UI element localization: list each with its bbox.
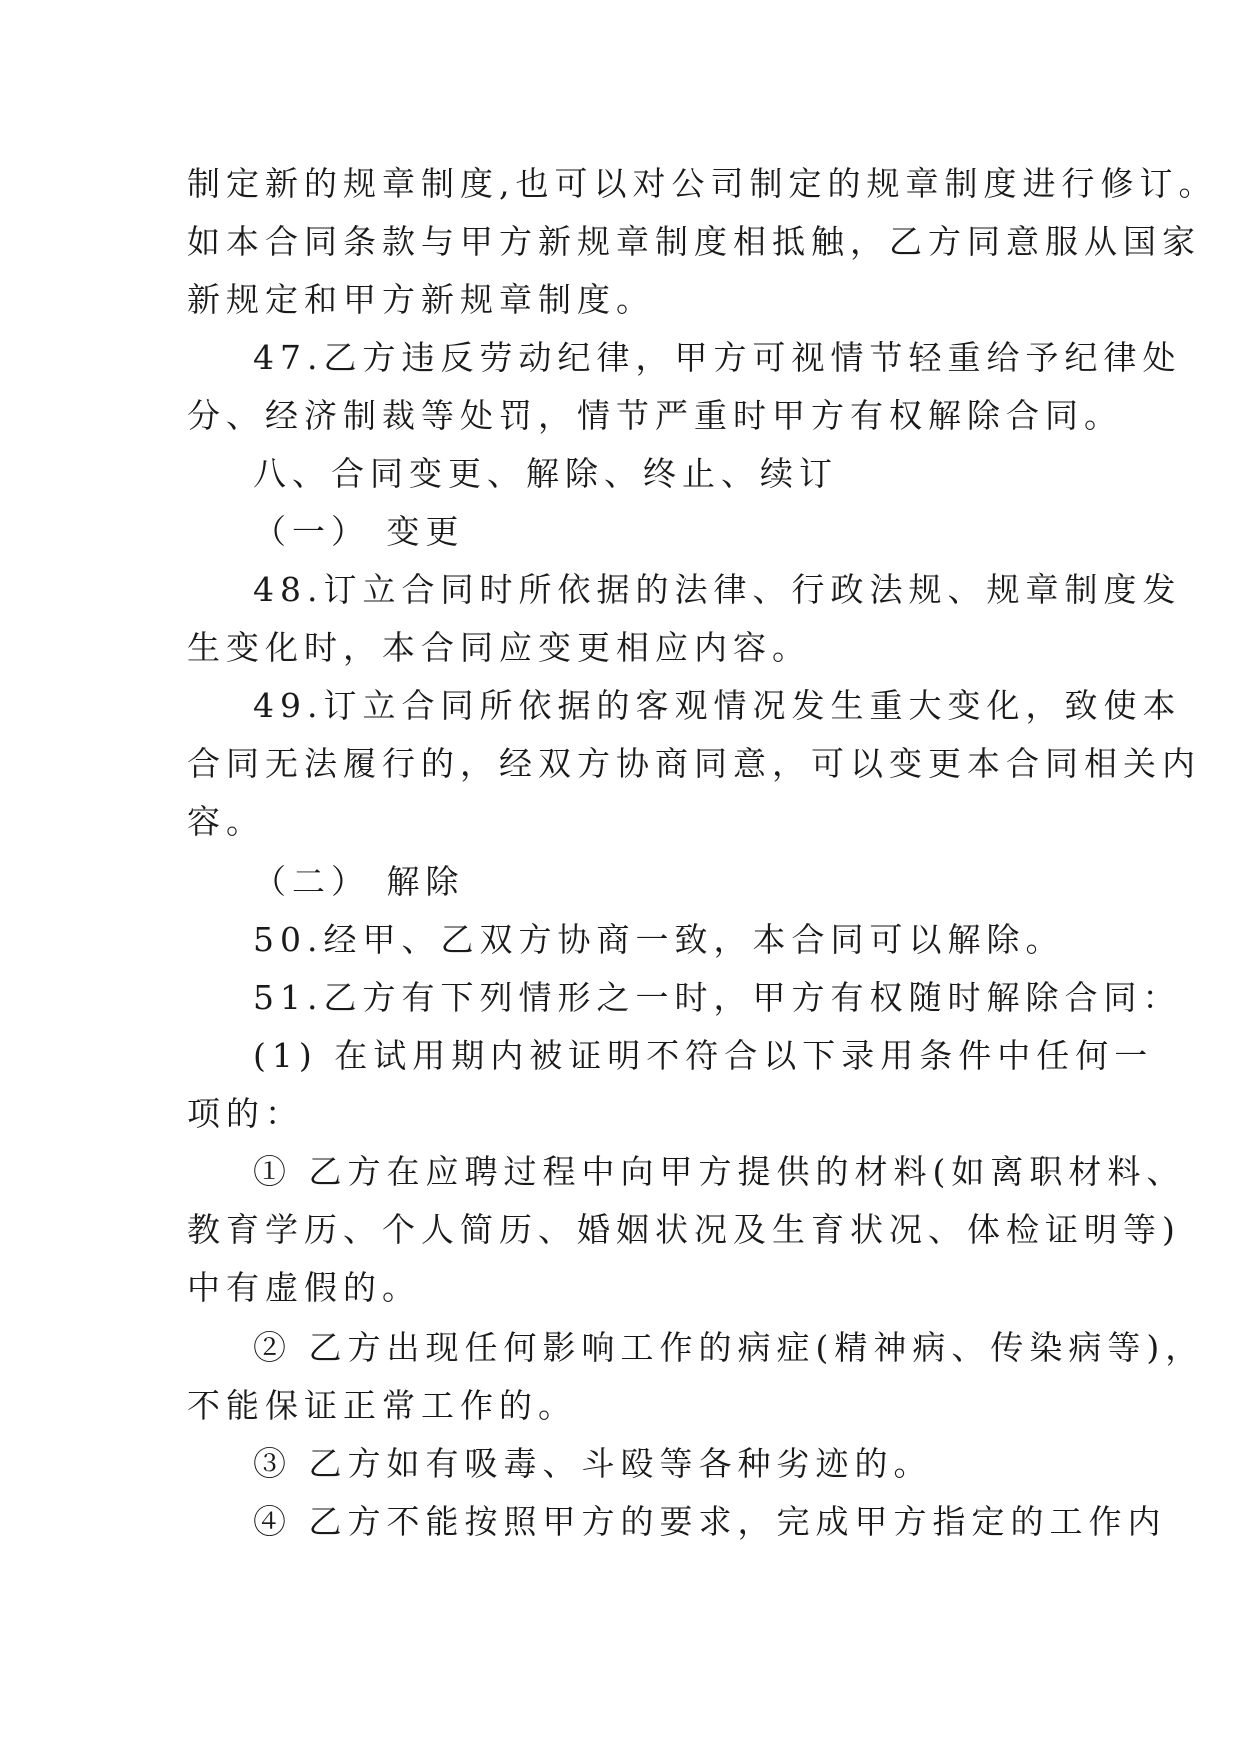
text-line: 生变化时，本合同应变更相应内容。 [187,628,811,667]
clause-48: 48.订立合同时所依据的法律、行政法规、规章制度发 [253,570,1182,609]
clause-49: 49.订立合同所依据的客观情况发生重大变化，致使本 [253,686,1182,725]
clause-50: 50.经甲、乙双方协商一致，本合同可以解除。 [253,920,1065,959]
subsection-heading: （一） 变更 [253,512,465,551]
text-line: 如本合同条款与甲方新规章制度相抵触，乙方同意服从国家 [187,222,1201,261]
text-line: 制定新的规章制度,也可以对公司制定的规章制度进行修订。 [187,164,1218,203]
list-item: ④ 乙方不能按照甲方的要求，完成甲方指定的工作内 [253,1502,1167,1541]
text-line: 中有虚假的。 [187,1268,421,1307]
clause-47: 47.乙方违反劳动纪律，甲方可视情节轻重给予纪律处 [253,338,1182,377]
text-line: 不能保证正常工作的。 [187,1386,577,1425]
section-heading: 八、合同变更、解除、终止、续订 [253,454,838,493]
text-line: 新规定和甲方新规章制度。 [187,280,655,319]
list-item: ② 乙方出现任何影响工作的病症(精神病、传染病等)， [253,1328,1205,1367]
text-line: 合同无法履行的，经双方协商同意，可以变更本合同相关内 [187,744,1201,783]
text-line: 容。 [187,802,265,841]
list-item: (1) 在试用期内被证明不符合以下录用条件中任何一 [253,1036,1154,1075]
subsection-heading: （二） 解除 [253,862,465,901]
list-item: ① 乙方在应聘过程中向甲方提供的材料(如离职材料、 [253,1152,1186,1191]
text-line: 分、经济制裁等处罚，情节严重时甲方有权解除合同。 [187,396,1123,435]
list-item: ③ 乙方如有吸毒、斗殴等各种劣迹的。 [253,1444,933,1483]
text-line: 教育学历、个人简历、婚姻状况及生育状况、体检证明等) [187,1210,1181,1249]
clause-51: 51.乙方有下列情形之一时，甲方有权随时解除合同： [253,978,1182,1017]
text-line: 项的： [187,1094,304,1133]
